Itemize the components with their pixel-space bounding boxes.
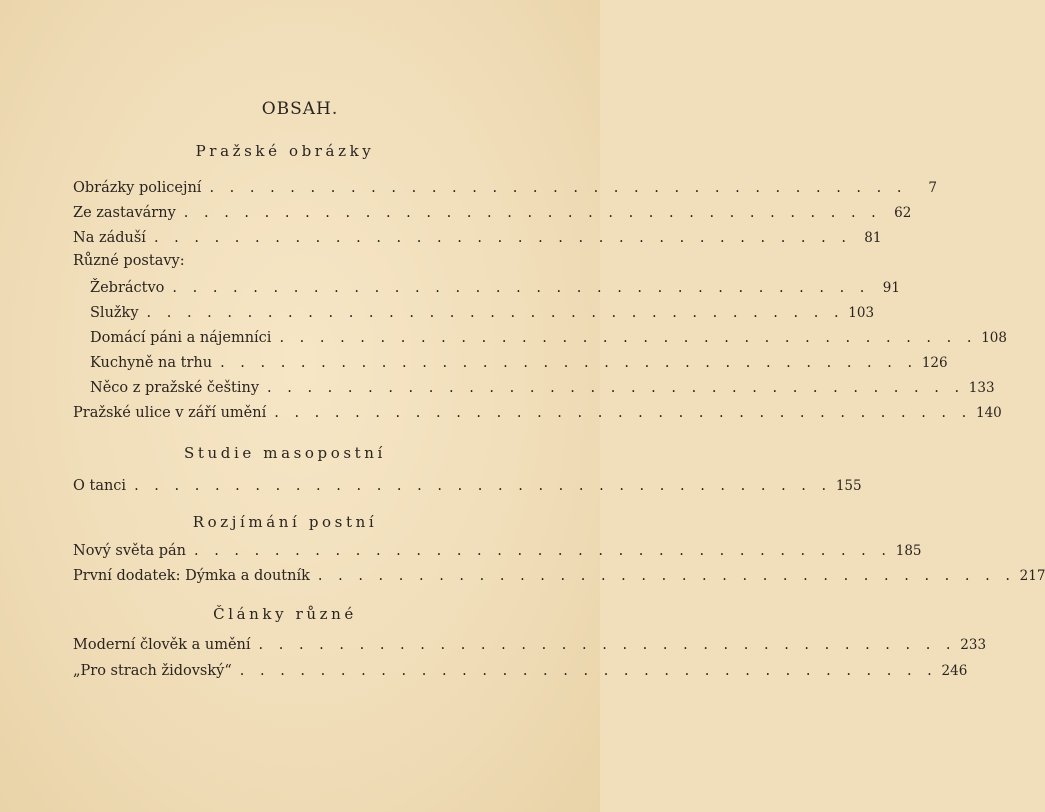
toc-entry xyxy=(73,478,862,500)
toc-subentry xyxy=(90,355,948,377)
toc-leader-dots: . . . . . . . . . . . . . . . . . . . . . . . . . . . . . . . . . . . xyxy=(317,568,1016,584)
toc-entry-title: Na záduší xyxy=(73,230,146,246)
toc-leader-dots: . . . . . . . . . . . . . . . . . . . . . . . . . . . . . . . . . . . xyxy=(274,405,972,421)
toc-page-number: 62 xyxy=(894,205,912,221)
toc-leader-dots: . . . . . . . . . . . . . . . . . . . . . . . . . . . . . . . . . . . xyxy=(153,230,852,246)
toc-leader-dots: . . . . . . . . . . . . . . . . . . . . . . . . . . . . . . . . . . . xyxy=(183,205,882,221)
toc-entry xyxy=(73,205,912,227)
toc-subentry xyxy=(90,305,875,327)
toc-leader-dots: . . . . . . . . . . . . . . . . . . . . . . . . . . . . . . . . . . . xyxy=(209,180,907,196)
toc-entry xyxy=(73,230,882,252)
toc-leader-dots: . . . . . . . . . . . . . . . . . . . . . . . . . . . . . . . . . . . xyxy=(239,663,938,679)
toc-entry-title: Něco z pražské češtiny xyxy=(90,380,260,396)
toc-subentry xyxy=(90,280,900,302)
toc-page-number: 108 xyxy=(981,330,1007,346)
toc-subentry xyxy=(90,380,995,402)
toc-page-number: 217 xyxy=(1019,568,1045,584)
section-heading-prazske-obrazky: Pražské obrázky xyxy=(195,142,375,160)
toc-leader-dots: . . . . . . . . . . . . . . . . . . . . . . . . . . . . . . . . . . . xyxy=(172,280,870,296)
page-title: OBSAH. xyxy=(261,99,339,119)
toc-page-number: 91 xyxy=(882,280,900,296)
toc-leader-dots: . . . . . . . . . . . . . . . . . . . . . . . . . . . . . . . . . . . xyxy=(193,543,892,559)
toc-entry-title: Obrázky policejní xyxy=(73,180,202,196)
toc-page-number: 103 xyxy=(848,305,875,321)
toc-leader-dots: . . . . . . . . . . . . . . . . . . . . . . . . . . . . . . . . . . . xyxy=(258,637,957,653)
toc-group-label: Různé postavy: xyxy=(73,253,185,269)
toc-entry-title: Moderní člověk a umění xyxy=(73,637,251,653)
toc-entry-title: Kuchyně na trhu xyxy=(90,355,213,371)
toc-page-number: 233 xyxy=(960,637,987,653)
toc-page-number: 126 xyxy=(921,355,948,371)
toc-page-number: 7 xyxy=(928,180,937,196)
toc-entry-title: Ze zastavárny xyxy=(73,205,176,221)
toc-entry-title: Žebráctvo xyxy=(90,280,165,296)
toc-leader-dots: . . . . . . . . . . . . . . . . . . . . . . . . . . . . . . . . . . . xyxy=(279,330,977,346)
toc-page-number: 246 xyxy=(941,663,968,679)
toc-leader-dots: . . . . . . . . . . . . . . . . . . . . . . . . . . . . . . . . . . . xyxy=(134,478,832,494)
toc-entry xyxy=(73,543,922,565)
section-heading-clanky-ruzne: Články různé xyxy=(213,605,357,623)
toc-page-number: 133 xyxy=(968,380,995,396)
toc-page-number: 155 xyxy=(835,478,862,494)
toc-leader-dots: . . . . . . . . . . . . . . . . . . . . . . . . . . . . . . . . . . . xyxy=(146,305,845,321)
toc-entry-title: Pražské ulice v září umění xyxy=(73,405,267,421)
toc-leader-dots: . . . . . . . . . . . . . . . . . . . . . . . . . . . . . . . . . . . xyxy=(267,380,965,396)
toc-entry xyxy=(73,405,1002,427)
toc-entry xyxy=(73,180,937,202)
toc-entry-title: „Pro strach židovský“ xyxy=(73,663,232,679)
toc-entry-title: Nový světa pán xyxy=(73,543,186,559)
toc-entry xyxy=(73,568,1045,590)
toc-page-number: 140 xyxy=(975,405,1002,421)
toc-leader-dots: . . . . . . . . . . . . . . . . . . . . . . . . . . . . . . . . . . . xyxy=(220,355,918,371)
toc-entry-title: O tanci xyxy=(73,478,127,494)
section-heading-rozjimani-postni: Rozjímání postní xyxy=(192,513,378,531)
toc-entry xyxy=(73,663,968,685)
toc-entry-title: Domácí páni a nájemníci xyxy=(90,330,272,346)
toc-page-number: 185 xyxy=(895,543,922,559)
section-heading-studie-masopostni: Studie masopostní xyxy=(184,444,386,462)
toc-page-number: 81 xyxy=(864,230,882,246)
toc-entry-title: První dodatek: Dýmka a doutník xyxy=(73,568,310,584)
toc-subentry xyxy=(90,330,1007,352)
toc-entry xyxy=(73,637,987,659)
toc-entry-title: Služky xyxy=(90,305,139,321)
